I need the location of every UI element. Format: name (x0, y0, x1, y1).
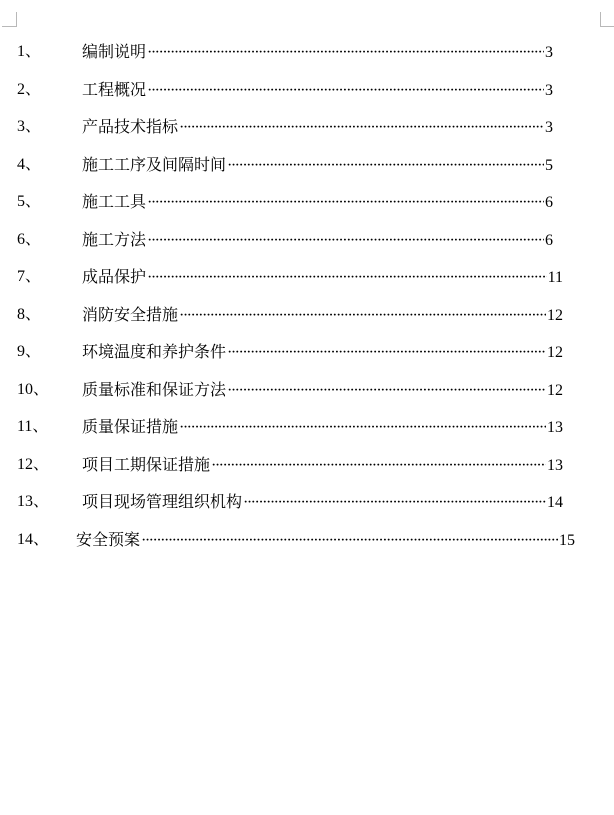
toc-entry-title[interactable]: 质量标准和保证方法 (82, 379, 227, 399)
toc-dot-leader (179, 109, 544, 147)
toc-entry[interactable] (0, 221, 614, 259)
toc-entry-title[interactable]: 环境温度和养护条件 (82, 342, 227, 361)
toc-dot-leader (147, 222, 544, 260)
toc-entry[interactable] (0, 483, 614, 521)
toc-dot-leader (179, 409, 546, 447)
toc-entry[interactable] (0, 333, 614, 371)
toc-dot-leader (227, 372, 546, 410)
toc-entry[interactable] (0, 446, 614, 484)
toc-entry-number: 7、 (17, 268, 42, 285)
toc-entry-page: 15 (559, 531, 575, 549)
toc-entry-title[interactable]: 项目工期保证措施 (82, 454, 211, 474)
page-corner-mark-top-right (600, 12, 614, 27)
toc-entry-title[interactable]: 施工方法 (82, 229, 147, 249)
toc-entry-title[interactable]: 产品技术指标 (82, 117, 179, 136)
toc-entry-title[interactable]: 成品保护 (82, 267, 147, 286)
toc-entry-title[interactable]: 质量保证措施 (82, 417, 179, 436)
toc-dot-leader (211, 447, 546, 485)
toc-entry-number: 5、 (17, 193, 42, 210)
toc-dot-leader (227, 334, 546, 372)
toc-entry[interactable] (0, 258, 614, 296)
toc-entry-page: 14 (547, 494, 563, 511)
toc-entry-title[interactable]: 编制说明 (82, 42, 147, 61)
toc-entry[interactable] (0, 183, 614, 221)
toc-entry-number: 2、 (17, 80, 42, 98)
toc-entry-page: 12 (547, 381, 563, 399)
toc-dot-leader (147, 184, 544, 222)
toc-dot-leader (147, 259, 547, 297)
page-corner-mark-top-left (2, 12, 17, 27)
toc-entry-number: 8、 (17, 305, 42, 323)
toc-entry-number: 10、 (17, 380, 50, 398)
toc-entry[interactable] (0, 71, 614, 109)
toc-entry-title[interactable]: 安全预案 (76, 529, 141, 549)
toc-entry-page: 12 (547, 306, 563, 324)
toc-entry-page: 5 (545, 156, 553, 174)
toc-dot-leader (141, 522, 558, 560)
toc-entry-page: 3 (545, 44, 553, 61)
toc-entry[interactable] (0, 108, 614, 146)
table-of-contents (0, 33, 614, 558)
toc-entry[interactable] (0, 521, 614, 559)
toc-entry-number: 14、 (17, 530, 50, 548)
toc-dot-leader (147, 72, 544, 110)
toc-entry-number: 6、 (17, 230, 42, 248)
toc-entry-number: 9、 (17, 343, 42, 360)
toc-dot-leader (179, 297, 546, 335)
toc-entry-title[interactable]: 消防安全措施 (82, 304, 179, 324)
toc-entry-number: 1、 (17, 43, 42, 60)
toc-entry-page: 3 (545, 119, 553, 136)
toc-entry-page: 3 (545, 81, 553, 99)
toc-entry[interactable] (0, 408, 614, 446)
toc-entry-number: 3、 (17, 118, 42, 135)
toc-entry-number: 12、 (17, 455, 50, 473)
toc-entry-title[interactable]: 工程概况 (82, 79, 147, 99)
toc-entry-page: 13 (547, 419, 563, 436)
toc-dot-leader (243, 484, 546, 522)
toc-entry-title[interactable]: 施工工具 (82, 192, 147, 211)
toc-entry-page: 11 (547, 269, 563, 286)
toc-entry[interactable] (0, 33, 614, 71)
toc-entry[interactable] (0, 296, 614, 334)
toc-entry-page: 13 (547, 456, 563, 474)
toc-entry-page: 6 (545, 194, 553, 211)
toc-entry[interactable] (0, 146, 614, 184)
toc-entry-page: 6 (545, 231, 553, 249)
toc-entry-page: 12 (547, 344, 563, 361)
toc-entry-number: 13、 (17, 493, 50, 510)
toc-entry-title[interactable]: 项目现场管理组织机构 (82, 492, 243, 511)
toc-entry[interactable] (0, 371, 614, 409)
toc-entry-number: 11、 (17, 418, 49, 435)
toc-dot-leader (227, 147, 544, 185)
toc-entry-title[interactable]: 施工工序及间隔时间 (82, 154, 227, 174)
toc-dot-leader (147, 34, 544, 72)
toc-entry-number: 4、 (17, 155, 42, 173)
